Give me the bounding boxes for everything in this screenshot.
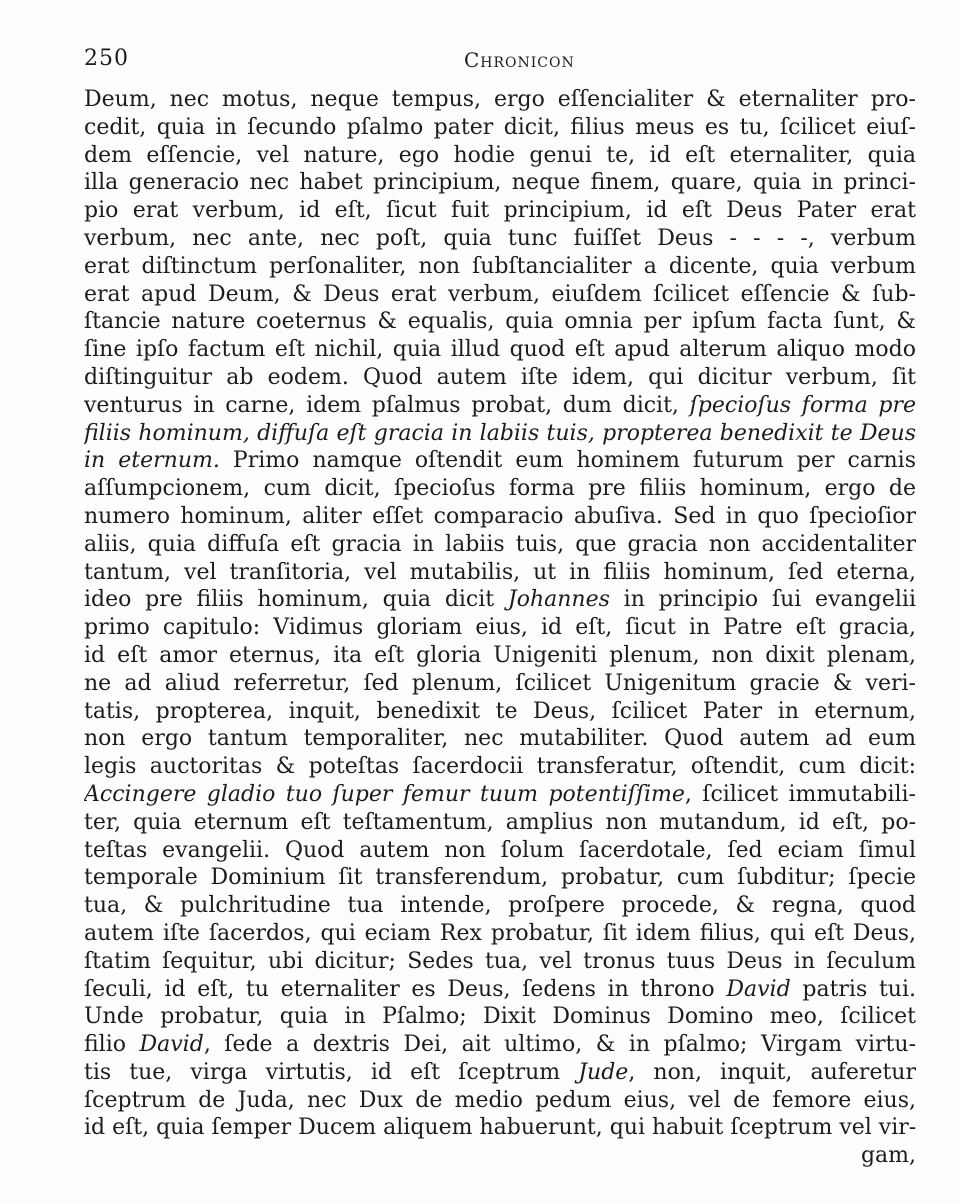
text-line (84, 809, 916, 837)
text-line (84, 837, 916, 865)
text-line (84, 1142, 916, 1170)
text-segment: erat diſtinctum perſonaliter, non ſubſtancialiter a dicente, quia verbum (84, 253, 916, 279)
text-segment: ſceptrum de Juda, nec Dux de medio pedum eius, vel de femore eius, (84, 1087, 916, 1113)
text-segment: venturus in carne, idem pſalmus probat, dum dicit, (84, 392, 690, 418)
text-segment: tatis, propterea, inquit, benedixit te Deus, ſcilicet Pater in eternum, (84, 698, 916, 724)
text-segment: gam, (860, 1143, 916, 1169)
text-line (84, 281, 916, 309)
italic-text: David (139, 1032, 204, 1058)
text-line (84, 976, 916, 1004)
text-segment: patris tui. (790, 976, 916, 1002)
text-line (84, 753, 916, 781)
text-line (84, 392, 916, 420)
page-number: 250 (84, 46, 129, 71)
text-segment: filio (84, 1032, 140, 1058)
text-segment: non ergo tantum temporaliter, nec mutabiliter. Quod autem ad eum (84, 726, 916, 752)
text-segment: legis auctoritas & poteſtas ſacerdocii transferatur, oſtendit, cum dicit: (84, 754, 916, 780)
running-head: Chronicon (464, 48, 575, 72)
italic-text: David (726, 976, 791, 1002)
text-segment: verbum, nec ante, nec poſt, quia tunc fuiſſet Deus - - - -, verbum (84, 225, 916, 251)
text-line (84, 1003, 916, 1031)
text-line (84, 197, 916, 225)
text-segment: , non, inquit, auferetur (628, 1059, 916, 1085)
text-segment: cedit, quia in ſecundo pſalmo pater dicit, filius meus es tu, ſcilicet eiuſ- (84, 114, 916, 140)
text-segment: numero hominum, aliter eſſet comparacio abuſiva. Sed in quo ſpecioſior (84, 503, 916, 529)
text-line (84, 86, 916, 114)
text-line (84, 420, 916, 448)
text-line (84, 948, 916, 976)
text-line (84, 920, 916, 948)
text-line (84, 642, 916, 670)
text-segment: pio erat verbum, id eſt, ſicut fuit principium, id eſt Deus Pater erat (84, 198, 916, 224)
text-segment: erat apud Deum, & Deus erat verbum, eiuſdem ſcilicet eſſencie & ſub- (84, 281, 916, 307)
text-line (84, 670, 916, 698)
text-segment: teſtas evangelii. Quod autem non ſolum ſacerdotale, ſed eciam ſimul (84, 837, 916, 863)
text-line (84, 614, 916, 642)
text-line (84, 253, 916, 281)
text-line (84, 1031, 916, 1059)
text-line (84, 864, 916, 892)
text-line (84, 559, 916, 587)
italic-text: in eternum. (84, 448, 220, 474)
text-line (84, 169, 916, 197)
page-header (84, 46, 914, 82)
text-line (84, 364, 916, 392)
text-line (84, 892, 916, 920)
text-segment: ſine ipſo factum eſt nichil, quia illud quod eſt apud alterum aliquo modo (84, 337, 916, 363)
text-line (84, 1059, 916, 1087)
text-line (84, 308, 916, 336)
text-line (84, 781, 916, 809)
body-text (84, 86, 916, 1170)
text-line (84, 475, 916, 503)
text-segment: id eſt, quia ſemper Ducem aliquem habuerunt, qui habuit ſceptrum vel vir- (84, 1115, 916, 1141)
text-segment: Primo namque oſtendit eum hominem futurum per carnis (219, 448, 916, 474)
italic-text: filiis hominum, diffuſa eſt gracia in labiis tuis, propterea benedixit te Deus (84, 420, 916, 446)
text-segment: dem eſſencie, vel nature, ego hodie genui te, id eſt eternaliter, quia (84, 142, 916, 168)
text-segment: ter, quia eternum eſt teſtamentum, amplius non mutandum, id eſt, po- (84, 809, 916, 835)
text-segment: , ſede a dextris Dei, ait ultimo, & in pſalmo; Virgam virtu- (203, 1032, 916, 1058)
italic-text: ſpecioſus forma pre (689, 392, 916, 418)
text-line (84, 142, 916, 170)
text-line (84, 1114, 916, 1142)
italic-text: Johannes (507, 587, 610, 613)
text-segment: ſtancie nature coeternus & equalis, quia omnia per ipſum facta ſunt, & (84, 309, 916, 335)
text-line (84, 114, 916, 142)
text-line (84, 586, 916, 614)
text-line (84, 725, 916, 753)
italic-text: Accingere gladio tuo ſuper femur tuum potentiſſime (84, 781, 685, 807)
text-segment: Unde probatur, quia in Pſalmo; Dixit Dominus Domino meo, ſcilicet (84, 1004, 916, 1030)
text-line (84, 225, 916, 253)
text-line (84, 1087, 916, 1115)
text-segment: Deum, nec motus, neque tempus, ergo eſſencialiter & eternaliter pro- (84, 87, 916, 112)
text-segment: ne ad aliud referretur, ſed plenum, ſcilicet Unigenitum gracie & veri- (84, 670, 916, 696)
text-line (84, 336, 916, 364)
text-line (84, 503, 916, 531)
text-segment: primo capitulo: Vidimus gloriam eius, id eſt, ſicut in Patre eſt gracia, (84, 615, 916, 641)
text-segment: tantum, vel tranſitoria, vel mutabilis, ut in filiis hominum, ſed eterna, (84, 559, 916, 585)
text-line (84, 447, 916, 475)
text-segment: id eſt amor eternus, ita eſt gloria Unigeniti plenum, non dixit plenam, (84, 642, 916, 668)
text-segment: illa generacio nec habet principium, neque finem, quare, quia in princi- (84, 170, 916, 196)
text-segment: tis tue, virga virtutis, id eſt ſceptrum (84, 1059, 579, 1085)
text-segment: , ſcilicet immutabili- (684, 781, 916, 807)
italic-text: Jude (578, 1059, 629, 1085)
text-line (84, 698, 916, 726)
text-segment: aliis, quia diffuſa eſt gracia in labiis tuis, que gracia non accidentaliter (84, 531, 916, 557)
text-segment: ſtatim ſequitur, ubi dicitur; Sedes tua, vel tronus tuus Deus in ſeculum (84, 948, 916, 974)
text-segment: aſſumpcionem, cum dicit, ſpecioſus forma pre filiis hominum, ergo de (84, 476, 916, 502)
text-segment: temporale Dominium ſit transferendum, probatur, cum ſubditur; ſpecie (84, 865, 916, 891)
text-segment: ſeculi, id eſt, tu eternaliter es Deus, ſedens in throno (84, 976, 727, 1002)
text-segment: ideo pre filiis hominum, quia dicit (84, 587, 508, 613)
text-segment: autem iſte ſacerdos, qui eciam Rex probatur, ſit idem filius, qui eſt Deus, (84, 920, 916, 946)
text-segment: tua, & pulchritudine tua intende, proſpere procede, & regna, quod (84, 893, 916, 919)
text-segment: diſtinguitur ab eodem. Quod autem iſte idem, qui dicitur verbum, ſit (84, 364, 916, 390)
text-segment: in principio ſui evangelii (609, 587, 916, 613)
text-line (84, 531, 916, 559)
